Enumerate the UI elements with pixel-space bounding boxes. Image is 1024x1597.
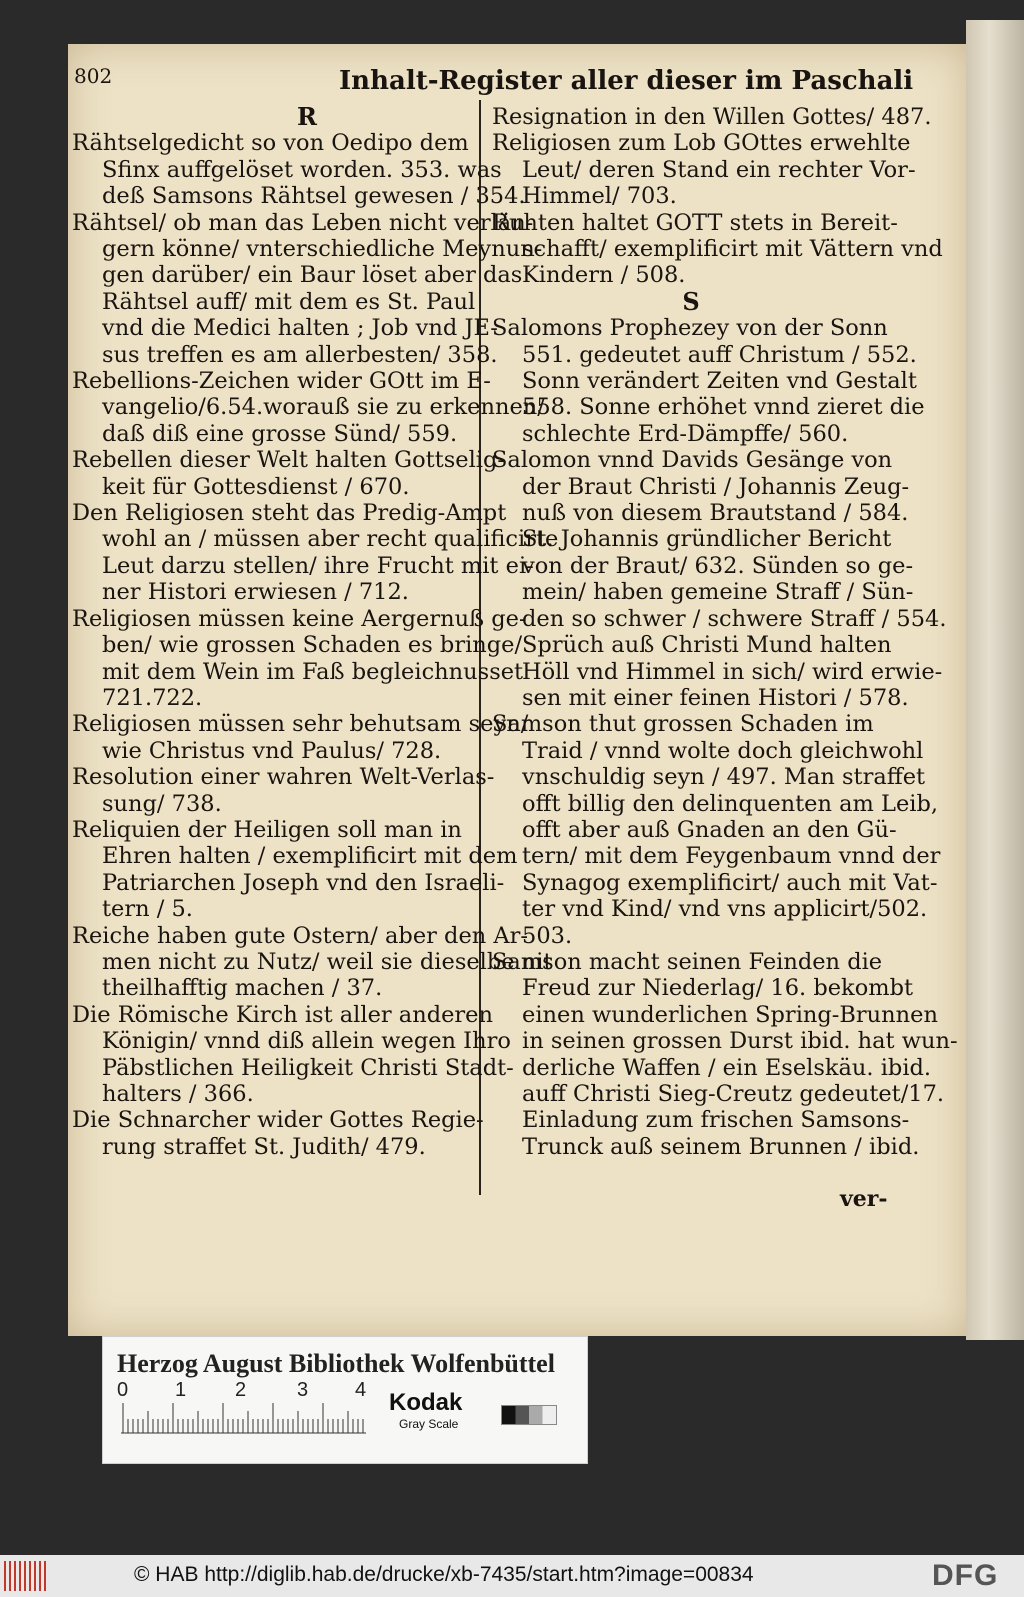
entry-line: halters / 366. [102, 1081, 254, 1108]
index-entry [492, 711, 941, 949]
index-entry [72, 210, 542, 368]
entry-line: Synagog exemplificirt/ auch mit Vat- [522, 869, 938, 896]
index-entry [72, 368, 545, 447]
index-entry [72, 1002, 542, 1108]
entry-line: Religiosen müssen keine Aergernuß ge- [72, 605, 527, 632]
entry-line: nuß von diesem Brautstand / 584. [522, 500, 909, 527]
entry-line: offt billig den delinquenten am Leib, [522, 790, 939, 817]
entry-line: Kindern / 508. [522, 262, 686, 289]
entry-line: gern könne/ vnterschiedliche Meynun- [102, 236, 543, 263]
entry-line: Die Schnarcher wider Gottes Regie- [72, 1107, 484, 1134]
entry-line: 503. [522, 922, 573, 949]
entry-line: ner Histori erwiesen / 712. [102, 579, 409, 606]
entry-line: tern/ mit dem Feygenbaum vnnd der [522, 843, 941, 870]
gray-scale-patch [501, 1405, 557, 1425]
index-entry [492, 104, 932, 130]
barcode-icon [4, 1561, 46, 1591]
entry-line: Leut darzu stellen/ ihre Frucht mit ei- [102, 552, 534, 579]
entry-line: 551. gedeutet auff Christum / 552. [522, 341, 917, 368]
entry-line: Freud zur Niederlag/ 16. bekombt [522, 975, 914, 1002]
entry-line: tern / 5. [102, 896, 193, 923]
entry-line: St. Johannis gründlicher Bericht [522, 526, 892, 553]
entry-line: Rebellions-Zeichen wider GOtt im E- [72, 368, 491, 395]
entry-line: Samson thut grossen Schaden im [492, 711, 874, 738]
entry-line: mein/ haben gemeine Straff / Sün- [522, 579, 914, 606]
entry-line: Resignation in den Willen Gottes/ 487. [492, 104, 932, 130]
entry-line: Himmel/ 703. [522, 183, 677, 210]
entry-line: Resolution einer wahren Welt-Verlas- [72, 764, 495, 791]
index-entry [72, 764, 542, 817]
index-entry [72, 817, 542, 923]
entry-line: Reliquien der Heiligen soll man in [72, 816, 462, 843]
entry-line: daß diß eine grosse Sünd/ 559. [102, 420, 458, 447]
index-entry [72, 606, 542, 712]
entry-line: deß Samsons Rähtsel gewesen / 354. [102, 183, 526, 210]
entry-line: mit dem Wein im Faß begleichnusset [102, 658, 524, 685]
entry-line: Ruhten haltet GOTT stets in Bereit- [492, 209, 898, 236]
entry-line: 558. Sonne erhöhet vnnd zieret die [522, 394, 925, 421]
running-title: Inhalt-Register aller dieser im Paschali [339, 66, 914, 96]
entry-line: Patriarchen Joseph vnd den Israeli- [102, 869, 505, 896]
entry-line: vnd die Medici halten ; Job vnd JE- [102, 315, 498, 342]
catchword: ver- [840, 1186, 888, 1212]
entry-line: theilhafftig machen / 37. [102, 975, 383, 1002]
entry-line: keit für Gottesdienst / 670. [102, 473, 410, 500]
entry-line: Einladung zum frischen Samsons- [522, 1107, 910, 1134]
entry-line: Trunck auß seinem Brunnen / ibid. [522, 1133, 920, 1160]
index-entry [72, 130, 542, 209]
footer-bar [0, 1555, 1024, 1597]
entry-line: vnschuldig seyn / 497. Man straffet [522, 764, 926, 791]
next-page-edge [966, 20, 1024, 1340]
entry-line: men nicht zu Nutz/ weil sie dieselbe nit [102, 948, 553, 975]
entry-line: ben/ wie grossen Schaden es bringe/ [102, 632, 523, 659]
entry-line: schafft/ exemplificirt mit Vättern vnd [522, 236, 943, 263]
entry-line: sen mit einer feinen Histori / 578. [522, 684, 909, 711]
entry-line: ter vnd Kind/ vnd vns applicirt/502. [522, 896, 928, 923]
entry-line: Den Religiosen steht das Predig-Ampt [72, 500, 507, 527]
entry-line: Religiosen zum Lob GOttes erwehlte [492, 130, 911, 157]
entry-line: Päbstlichen Heiligkeit Christi Stadt- [102, 1054, 514, 1081]
right-column [492, 104, 958, 1160]
entry-line: wohl an / müssen aber recht qualificirte [102, 526, 559, 553]
gray-scale-label: Gray Scale [399, 1417, 459, 1431]
color-target-card [102, 1336, 588, 1464]
section-letter-r: R [297, 102, 317, 131]
entry-line: offt aber auß Gnaden an den Gü- [522, 816, 897, 843]
ruler-digit: 0 [117, 1379, 129, 1401]
entry-line: den so schwer / schwere Straff / 554. [522, 605, 947, 632]
ruler-digit: 1 [175, 1379, 187, 1401]
entry-line: vangelio/6.54.worauß sie zu erkennen/ [102, 394, 545, 421]
index-entry [72, 500, 559, 606]
entry-line: Ehren halten / exemplificirt mit dem [102, 843, 518, 870]
entry-line: rung straffet St. Judith/ 479. [102, 1133, 426, 1160]
index-entry [492, 209, 943, 289]
ruler-digit: 4 [355, 1379, 367, 1401]
entry-line: Traid / vnnd wolte doch gleichwohl [522, 737, 924, 764]
ruler-digit: 3 [297, 1379, 309, 1401]
entry-line: gen darüber/ ein Baur löset aber das [102, 262, 523, 289]
entry-line: Religiosen müssen sehr behutsam seyn/ [72, 711, 529, 738]
index-entry [492, 948, 958, 1160]
entry-line: von der Braut/ 632. Sünden so ge- [522, 552, 914, 579]
entry-line: Rähtsel auff/ mit dem es St. Paul [102, 288, 476, 315]
dfg-logo: DFG [932, 1559, 999, 1592]
entry-line: einen wunderlichen Spring-Brunnen [522, 1001, 938, 1028]
entry-line: Samson macht seinen Feinden die [492, 948, 883, 975]
entry-line: sus treffen es am allerbesten/ 358. [102, 341, 498, 368]
entry-line: Salomons Prophezey von der Sonn [492, 315, 888, 342]
entry-line: Leut/ deren Stand ein rechter Vor- [522, 156, 916, 183]
index-entry [72, 1107, 542, 1160]
entry-line: Reiche haben gute Ostern/ aber den Ar- [72, 922, 529, 949]
index-entry [492, 447, 947, 711]
page-header [74, 64, 914, 104]
ruler-digit: 2 [235, 1379, 247, 1401]
section-letter-s: S [682, 286, 700, 316]
entry-line: wie Christus vnd Paulus/ 728. [102, 737, 442, 764]
entry-line: Die Römische Kirch ist aller anderen [72, 1001, 493, 1028]
entry-line: Sprüch auß Christi Mund halten [522, 632, 892, 659]
index-entry [492, 130, 916, 210]
entry-line: Königin/ vnnd diß allein wegen Ihro [102, 1028, 511, 1055]
index-entry [72, 711, 542, 764]
entry-line: in seinen grossen Durst ibid. hat wun- [522, 1028, 958, 1055]
page-number: 802 [74, 64, 113, 88]
entry-line: sung/ 738. [102, 790, 222, 817]
entry-line: Rähtselgedicht so von Oedipo dem [72, 130, 469, 157]
kodak-logo: Kodak [389, 1389, 463, 1416]
library-name: Herzog August Bibliothek Wolfenbüttel [117, 1349, 555, 1378]
entry-line: auff Christi Sieg-Creutz gedeutet/17. [522, 1081, 945, 1108]
entry-line: Sfinx auffgelöset worden. 353. was [102, 156, 502, 183]
index-entry [492, 315, 925, 447]
entry-line: Rebellen dieser Welt halten Gottselig- [72, 447, 505, 474]
entry-line: Höll vnd Himmel in sich/ wird erwie- [522, 658, 943, 685]
entry-line: Salomon vnnd Davids Gesänge von [492, 447, 893, 474]
entry-line: schlechte Erd-Dämpffe/ 560. [522, 420, 849, 447]
source-url-text[interactable]: © HAB http://diglib.hab.de/drucke/xb-7435/start.htm?image=00834 [134, 1563, 754, 1586]
entry-line: der Braut Christi / Johannis Zeug- [522, 473, 910, 500]
entry-line: derliche Waffen / ein Eselskäu. ibid. [522, 1054, 932, 1081]
index-entry [72, 447, 542, 500]
entry-line: Rähtsel/ ob man das Leben nicht verlän- [72, 209, 534, 236]
entry-line: 721.722. [102, 684, 203, 711]
entry-line: Sonn verändert Zeiten vnd Gestalt [522, 368, 917, 395]
